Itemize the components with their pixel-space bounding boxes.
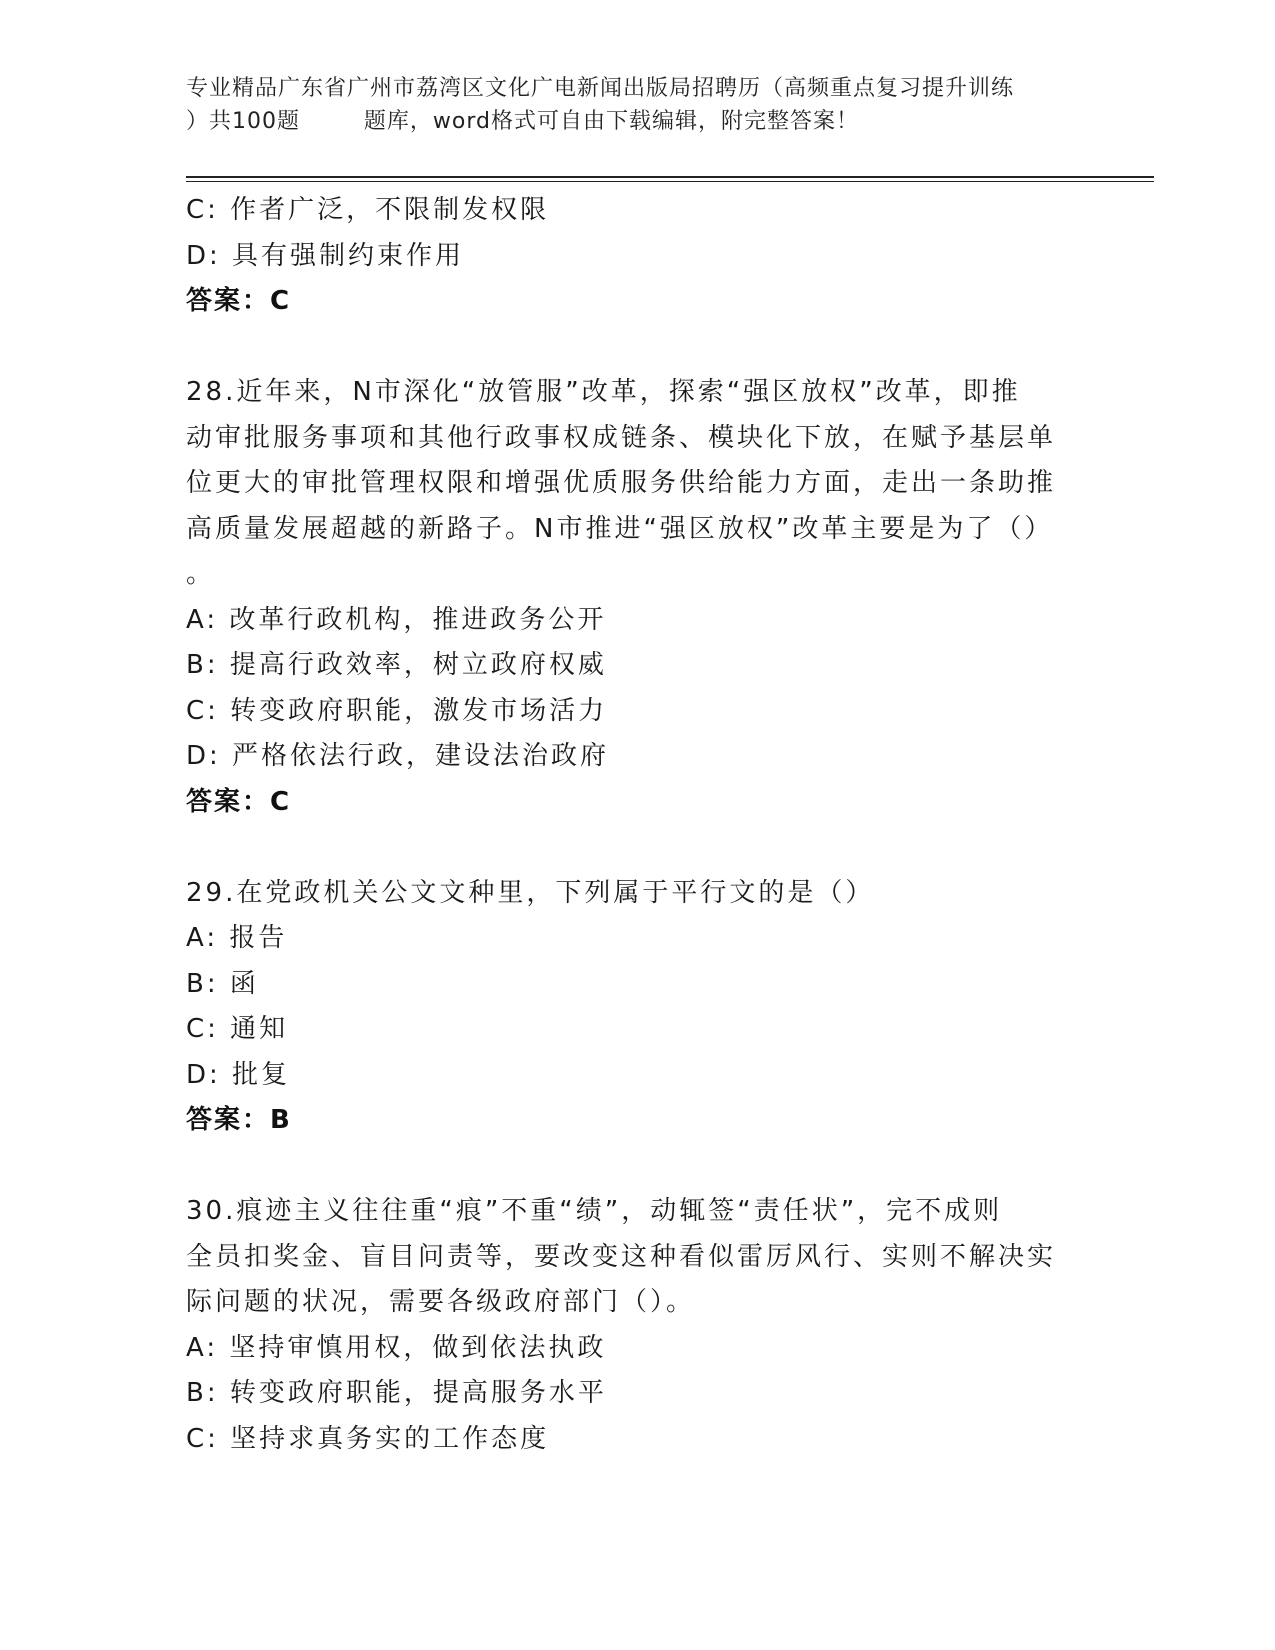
question-30 bbox=[186, 1189, 1086, 1462]
option-d: D: 批复 bbox=[186, 1059, 291, 1090]
question-stem-line: 高质量发展超越的新路子。N市推进“强区放权”改革主要是为了（） bbox=[186, 513, 1054, 544]
option-c: C: 转变政府职能，激发市场活力 bbox=[186, 695, 608, 726]
question-stem-line: 30.痕迹主义往往重“痕”不重“绩”，动辄签“责任状”，完不成则 bbox=[186, 1196, 1003, 1226]
option-b: B: 转变政府职能，提高服务水平 bbox=[186, 1378, 607, 1408]
document-body bbox=[186, 188, 1086, 1462]
question-stem-line: 29.在党政机关公文文种里，下列属于平行文的是（） bbox=[186, 877, 875, 908]
header-title-line-1: 专业精品广东省广州市荔湾区文化广电新闻出版局招聘历（高频重点复习提升训练 bbox=[186, 76, 1015, 101]
spacer bbox=[186, 325, 1086, 371]
option-a: A: 改革行政机构，推进政务公开 bbox=[186, 604, 607, 635]
option-c: C: 坚持求真务实的工作态度 bbox=[186, 1423, 550, 1454]
answer-line: 答案：B bbox=[186, 1105, 292, 1135]
question-stem-line: 动审批服务事项和其他行政事权成链条、模块化下放，在赋予基层单 bbox=[186, 422, 1057, 453]
header-title-line-2: ）共100题 题库，word格式可自由下载编辑，附完整答案！ bbox=[186, 109, 860, 134]
option-c: C: 作者广泛，不限制发权限 bbox=[186, 195, 550, 225]
option-b: B: 函 bbox=[186, 968, 259, 999]
question-stem-line: 全员扣奖金、盲目问责等，要改变这种看似雷厉风行、实则不解决实 bbox=[186, 1241, 1057, 1272]
option-a: A: 报告 bbox=[186, 923, 288, 953]
answer-line: 答案：C bbox=[186, 286, 292, 316]
question-stem-line: 28.近年来，N市深化“放管服”改革，探索“强区放权”改革，即推 bbox=[186, 377, 1021, 407]
question-stem-line: 际问题的状况，需要各级政府部门（）。 bbox=[186, 1287, 696, 1317]
question-29 bbox=[186, 871, 1086, 1144]
spacer bbox=[186, 825, 1086, 871]
option-b: B: 提高行政效率，树立政府权威 bbox=[186, 650, 607, 680]
option-d: D: 严格依法行政，建设法治政府 bbox=[186, 741, 610, 771]
option-d: D: 具有强制约束作用 bbox=[186, 240, 465, 271]
spacer bbox=[186, 1144, 1086, 1190]
question-28 bbox=[186, 370, 1086, 825]
question-27-tail bbox=[186, 188, 1086, 325]
answer-line: 答案：C bbox=[186, 786, 292, 817]
page-header bbox=[186, 72, 1086, 138]
header-divider-thin bbox=[186, 181, 1154, 182]
question-stem-line: 。 bbox=[186, 559, 216, 589]
option-c: C: 通知 bbox=[186, 1014, 289, 1044]
option-a: A: 坚持审慎用权，做到依法执政 bbox=[186, 1332, 607, 1363]
header-divider-thick bbox=[186, 176, 1154, 178]
question-stem-line: 位更大的审批管理权限和增强优质服务供给能力方面，走出一条助推 bbox=[186, 468, 1057, 498]
